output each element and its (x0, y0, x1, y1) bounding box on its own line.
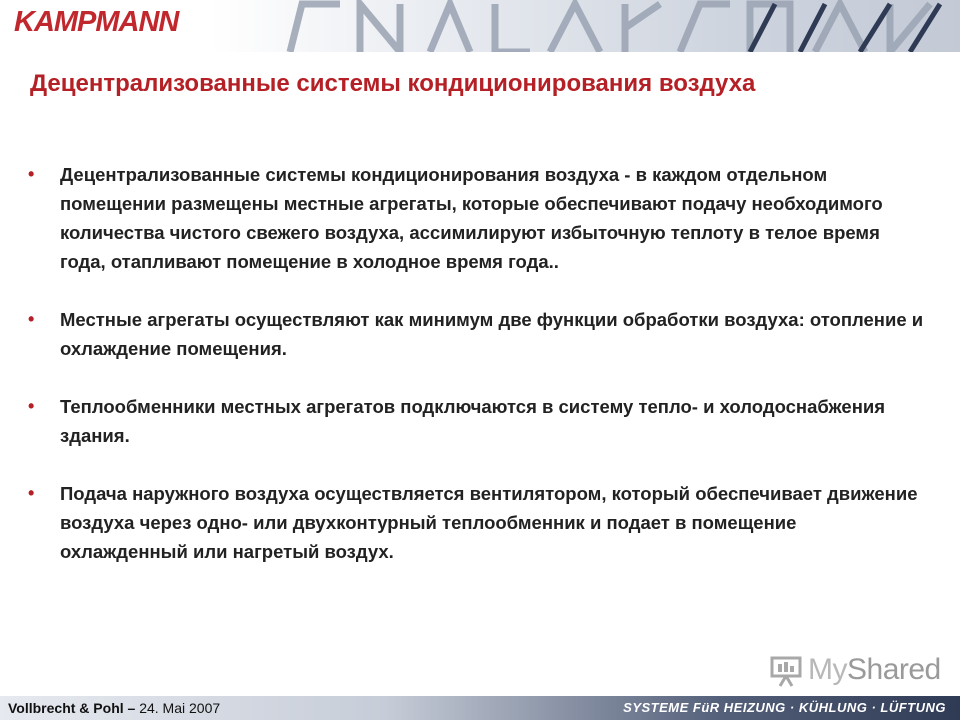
presentation-board-icon (768, 652, 804, 688)
bullet-item (28, 305, 928, 363)
watermark-my: My (808, 653, 847, 686)
slide-title (22, 68, 922, 100)
bullet-item (28, 479, 928, 566)
bullet-dot-icon: • (28, 396, 35, 416)
bullet-text: Местные агрегаты осуществляют как минимум две функции обработки воздуха: отопление и охлаждение помещения. (60, 309, 924, 359)
footer-date: 24. Mai 2007 (135, 700, 221, 716)
header-band (0, 0, 960, 52)
footer-tagline: SYSTEME FüR HEIZUNG · KÜHLUNG · LÜFTUNG (623, 700, 946, 715)
bullet-dot-icon: • (28, 483, 35, 503)
bullet-text: Подача наружного воздуха осуществляется вентилятором, который обеспечивает движение воздуха через одно- или двухконтурный теплообменник и подает в помещение охлажденный или нагретый воздух. (60, 483, 918, 562)
header-decoration (280, 0, 960, 52)
footer-bar (0, 696, 960, 720)
bullet-text: Теплообменники местных агрегатов подключаются в систему тепло- и холодоснабжения здания. (60, 396, 886, 446)
bullet-item (28, 392, 928, 450)
footer-author-text: Vollbrecht & Pohl – (8, 700, 136, 716)
kampmann-logo: KAMPMANN (14, 6, 179, 38)
bullet-dot-icon: • (28, 164, 35, 184)
bullet-text: Децентрализованные системы кондиционирования воздуха - в каждом отдельном помещении размещены местные агрегаты, которые обеспечивают подачу необходимого количества чистого свежего воздуха, ассимилируют избыточную теплоту в телое время года, отапливают помещение в холодное время года.. (60, 164, 883, 272)
slide-title-text: Децентрализованные системы кондиционирования воздуха (30, 70, 756, 97)
watermark-shared: Shared (847, 653, 941, 686)
bullet-list (28, 160, 928, 595)
myshared-watermark (768, 652, 941, 688)
footer-author (8, 700, 220, 716)
bullet-item (28, 160, 928, 276)
bullet-dot-icon: • (28, 309, 35, 329)
